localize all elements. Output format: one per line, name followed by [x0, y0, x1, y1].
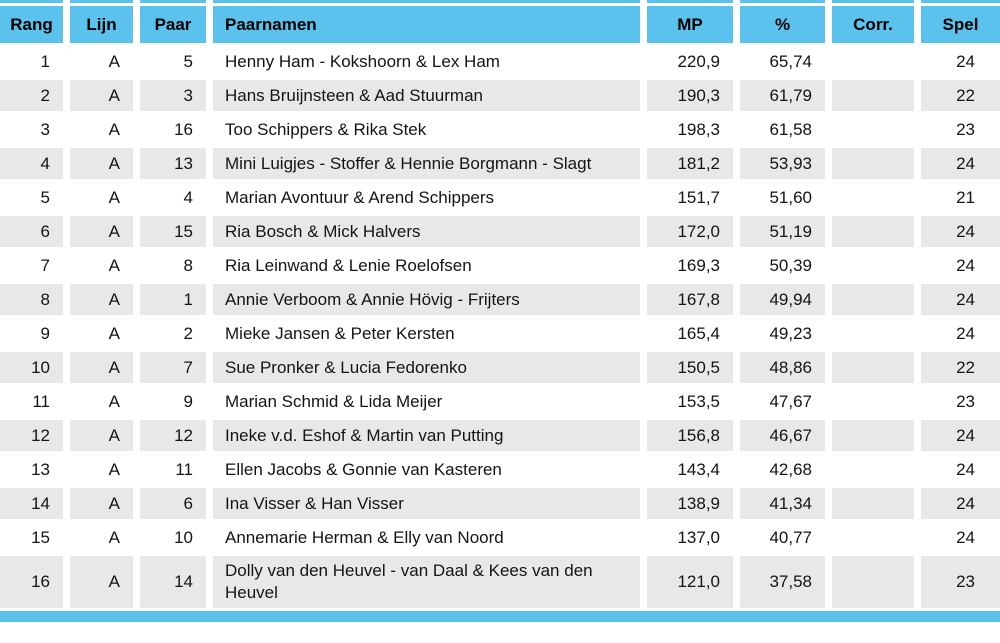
- table-row: [0, 522, 1000, 556]
- cell-corr: [832, 522, 921, 556]
- column-header-spel: Spel: [921, 6, 1000, 46]
- cell-pct: 61,79: [740, 80, 832, 114]
- cell-paar: 11: [140, 454, 213, 488]
- cell-spel: 23: [921, 114, 1000, 148]
- cell-lijn: A: [70, 420, 140, 454]
- cell-rang: 4: [0, 148, 70, 182]
- cell-spel: 24: [921, 318, 1000, 352]
- cell-spel: 24: [921, 454, 1000, 488]
- cell-mp: 156,8: [647, 420, 740, 454]
- cell-paar: 4: [140, 182, 213, 216]
- cell-pct: 48,86: [740, 352, 832, 386]
- cell-pct: 40,77: [740, 522, 832, 556]
- cell-spel: 23: [921, 386, 1000, 420]
- cell-rang: 7: [0, 250, 70, 284]
- cell-corr: [832, 556, 921, 611]
- cell-mp: 167,8: [647, 284, 740, 318]
- cell-corr: [832, 318, 921, 352]
- cell-spel: 22: [921, 352, 1000, 386]
- cell-spel: 24: [921, 250, 1000, 284]
- cell-paarnamen: Ina Visser & Han Visser: [213, 488, 647, 522]
- cell-spel: 24: [921, 216, 1000, 250]
- cell-pct: 49,23: [740, 318, 832, 352]
- cell-pct: 46,67: [740, 420, 832, 454]
- cell-mp: 138,9: [647, 488, 740, 522]
- cell-paarnamen: Marian Avontuur & Arend Schippers: [213, 182, 647, 216]
- cell-corr: [832, 148, 921, 182]
- cell-paar: 8: [140, 250, 213, 284]
- cell-pct: 37,58: [740, 556, 832, 611]
- column-header-lijn: Lijn: [70, 6, 140, 46]
- table-row: [0, 454, 1000, 488]
- table-row: [0, 80, 1000, 114]
- cell-lijn: A: [70, 284, 140, 318]
- cell-rang: 8: [0, 284, 70, 318]
- cell-rang: 9: [0, 318, 70, 352]
- cell-corr: [832, 80, 921, 114]
- cell-pct: 51,60: [740, 182, 832, 216]
- table-row: [0, 148, 1000, 182]
- table-row: [0, 114, 1000, 148]
- column-header-mp: MP: [647, 6, 740, 46]
- cell-paar: 3: [140, 80, 213, 114]
- cell-spel: 24: [921, 284, 1000, 318]
- cell-paarnamen: Too Schippers & Rika Stek: [213, 114, 647, 148]
- cell-pct: 51,19: [740, 216, 832, 250]
- cell-paarnamen: Mieke Jansen & Peter Kersten: [213, 318, 647, 352]
- table-row: [0, 46, 1000, 80]
- table-row: [0, 216, 1000, 250]
- cell-lijn: A: [70, 386, 140, 420]
- cell-paarnamen: Ria Bosch & Mick Halvers: [213, 216, 647, 250]
- cell-mp: 172,0: [647, 216, 740, 250]
- column-header-paarnamen: Paarnamen: [213, 6, 647, 46]
- cell-spel: 24: [921, 420, 1000, 454]
- cell-paar: 9: [140, 386, 213, 420]
- cell-paarnamen: Marian Schmid & Lida Meijer: [213, 386, 647, 420]
- column-header-rang: Rang: [0, 6, 70, 46]
- cell-corr: [832, 46, 921, 80]
- cell-pct: 47,67: [740, 386, 832, 420]
- cell-rang: 3: [0, 114, 70, 148]
- cell-paarnamen: Ellen Jacobs & Gonnie van Kasteren: [213, 454, 647, 488]
- cell-spel: 24: [921, 46, 1000, 80]
- cell-mp: 190,3: [647, 80, 740, 114]
- cell-pct: 50,39: [740, 250, 832, 284]
- cell-mp: 198,3: [647, 114, 740, 148]
- cell-corr: [832, 420, 921, 454]
- cell-paar: 10: [140, 522, 213, 556]
- cell-paar: 7: [140, 352, 213, 386]
- table-row: [0, 352, 1000, 386]
- cell-pct: 49,94: [740, 284, 832, 318]
- cell-pct: 42,68: [740, 454, 832, 488]
- cell-lijn: A: [70, 114, 140, 148]
- cell-rang: 1: [0, 46, 70, 80]
- cell-rang: 15: [0, 522, 70, 556]
- header-row: [0, 6, 1000, 46]
- cell-rang: 6: [0, 216, 70, 250]
- results-table-header: [0, 0, 1000, 46]
- cell-spel: 24: [921, 522, 1000, 556]
- cell-paar: 16: [140, 114, 213, 148]
- cell-lijn: A: [70, 556, 140, 611]
- cell-corr: [832, 114, 921, 148]
- cell-rang: 14: [0, 488, 70, 522]
- cell-mp: 151,7: [647, 182, 740, 216]
- table-row: [0, 284, 1000, 318]
- cell-corr: [832, 250, 921, 284]
- table-row: [0, 182, 1000, 216]
- cell-paarnamen: Dolly van den Heuvel - van Daal & Kees van den Heuvel: [213, 556, 647, 611]
- cell-paarnamen: Mini Luigjes - Stoffer & Hennie Borgmann - Slagt: [213, 148, 647, 182]
- cell-mp: 121,0: [647, 556, 740, 611]
- cell-rang: 16: [0, 556, 70, 611]
- cell-corr: [832, 216, 921, 250]
- cell-rang: 11: [0, 386, 70, 420]
- cell-rang: 13: [0, 454, 70, 488]
- cell-mp: 181,2: [647, 148, 740, 182]
- cell-paarnamen: Annemarie Herman & Elly van Noord: [213, 522, 647, 556]
- cell-paarnamen: Ria Leinwand & Lenie Roelofsen: [213, 250, 647, 284]
- cell-paar: 6: [140, 488, 213, 522]
- cell-spel: 24: [921, 148, 1000, 182]
- cell-spel: 22: [921, 80, 1000, 114]
- cell-paarnamen: Ineke v.d. Eshof & Martin van Putting: [213, 420, 647, 454]
- cell-corr: [832, 386, 921, 420]
- cell-rang: 12: [0, 420, 70, 454]
- cell-lijn: A: [70, 216, 140, 250]
- cell-pct: 61,58: [740, 114, 832, 148]
- cell-paar: 1: [140, 284, 213, 318]
- cell-mp: 153,5: [647, 386, 740, 420]
- cell-pct: 41,34: [740, 488, 832, 522]
- cell-pct: 65,74: [740, 46, 832, 80]
- cell-paar: 15: [140, 216, 213, 250]
- cell-paarnamen: Sue Pronker & Lucia Fedorenko: [213, 352, 647, 386]
- cell-paarnamen: Annie Verboom & Annie Hövig - Frijters: [213, 284, 647, 318]
- cell-mp: 150,5: [647, 352, 740, 386]
- cell-spel: 21: [921, 182, 1000, 216]
- cell-paar: 13: [140, 148, 213, 182]
- table-row: [0, 556, 1000, 611]
- table-row: [0, 250, 1000, 284]
- bottom-accent-bar: [0, 611, 1000, 622]
- cell-lijn: A: [70, 250, 140, 284]
- table-row: [0, 488, 1000, 522]
- cell-lijn: A: [70, 80, 140, 114]
- cell-pct: 53,93: [740, 148, 832, 182]
- cell-lijn: A: [70, 182, 140, 216]
- cell-corr: [832, 284, 921, 318]
- cell-mp: 165,4: [647, 318, 740, 352]
- cell-lijn: A: [70, 488, 140, 522]
- table-row: [0, 386, 1000, 420]
- cell-lijn: A: [70, 352, 140, 386]
- cell-paar: 12: [140, 420, 213, 454]
- cell-paar: 2: [140, 318, 213, 352]
- cell-lijn: A: [70, 46, 140, 80]
- cell-mp: 143,4: [647, 454, 740, 488]
- cell-lijn: A: [70, 148, 140, 182]
- cell-corr: [832, 488, 921, 522]
- results-tbody: [0, 46, 1000, 611]
- table-row: [0, 420, 1000, 454]
- column-header-paar: Paar: [140, 6, 213, 46]
- table-row: [0, 318, 1000, 352]
- cell-corr: [832, 454, 921, 488]
- cell-spel: 24: [921, 488, 1000, 522]
- cell-lijn: A: [70, 454, 140, 488]
- cell-lijn: A: [70, 522, 140, 556]
- cell-paarnamen: Hans Bruijnsteen & Aad Stuurman: [213, 80, 647, 114]
- cell-rang: 2: [0, 80, 70, 114]
- cell-corr: [832, 182, 921, 216]
- cell-mp: 169,3: [647, 250, 740, 284]
- cell-rang: 10: [0, 352, 70, 386]
- cell-paar: 14: [140, 556, 213, 611]
- cell-paarnamen: Henny Ham - Kokshoorn & Lex Ham: [213, 46, 647, 80]
- column-header-corr: Corr.: [832, 6, 921, 46]
- cell-rang: 5: [0, 182, 70, 216]
- cell-corr: [832, 352, 921, 386]
- cell-mp: 220,9: [647, 46, 740, 80]
- cell-lijn: A: [70, 318, 140, 352]
- cell-spel: 23: [921, 556, 1000, 611]
- column-header-percent: %: [740, 6, 832, 46]
- cell-paar: 5: [140, 46, 213, 80]
- cell-mp: 137,0: [647, 522, 740, 556]
